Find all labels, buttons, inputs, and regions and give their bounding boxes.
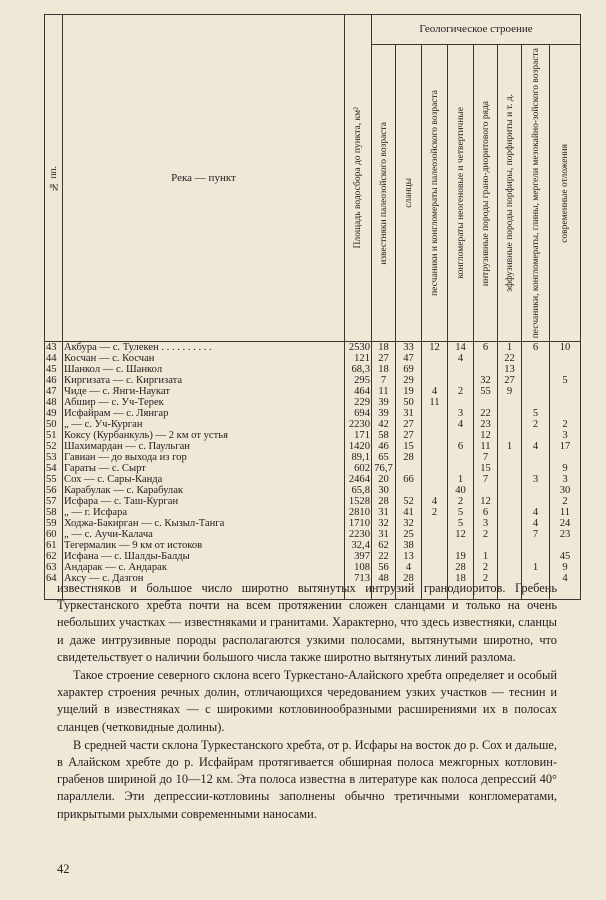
- col-header-geo-2: [396, 45, 422, 342]
- row-area: 1528: [345, 496, 372, 507]
- col-header-number: [45, 15, 63, 342]
- row-area: 2230: [345, 419, 372, 430]
- col-header-geo-text-8: современные отложения: [560, 143, 570, 243]
- col-header-geo-1: [372, 45, 396, 342]
- geology-table: [44, 14, 581, 600]
- row-geo-2: 4: [396, 562, 422, 573]
- row-geo-5: 7: [474, 452, 498, 463]
- table-row: [45, 562, 581, 573]
- table-row: [45, 452, 581, 463]
- row-geo-3: [422, 529, 448, 540]
- row-area: 108: [345, 562, 372, 573]
- row-geo-6: [498, 463, 522, 474]
- row-geo-4: 4: [448, 419, 474, 430]
- row-geo-4: 1: [448, 474, 474, 485]
- row-geo-4: 5: [448, 518, 474, 529]
- col-header-geo-text-3: песчаники и конгломераты палеозойского возраста: [429, 90, 440, 297]
- row-area: 713: [345, 573, 372, 584]
- row-geo-3: 12: [422, 342, 448, 354]
- row-river: Ходжа-Бакирган — с. Кызыл-Танга: [63, 518, 345, 529]
- row-number: 64: [45, 573, 63, 584]
- table-row: [45, 518, 581, 529]
- row-geo-1: 31: [372, 507, 396, 518]
- row-number: 59: [45, 518, 63, 529]
- row-number: 44: [45, 353, 63, 364]
- row-river: Косчан — с. Косчан: [63, 353, 345, 364]
- row-geo-8: 2: [550, 419, 581, 430]
- row-river: Шахимардан — с. Паульган: [63, 441, 345, 452]
- row-geo-2: 19: [396, 386, 422, 397]
- row-geo-3: 4: [422, 386, 448, 397]
- row-geo-2: 29: [396, 375, 422, 386]
- row-geo-4: [448, 452, 474, 463]
- row-number: 63: [45, 562, 63, 573]
- row-area: 89,1: [345, 452, 372, 463]
- row-geo-5: [474, 364, 498, 375]
- row-geo-8: 4: [550, 573, 581, 584]
- table-row: [45, 353, 581, 364]
- table-row: [45, 397, 581, 408]
- row-geo-1: 39: [372, 397, 396, 408]
- row-river: Исфана — с. Шалды-Балды: [63, 551, 345, 562]
- row-geo-8: 45: [550, 551, 581, 562]
- row-geo-5: 15: [474, 463, 498, 474]
- row-area: 2230: [345, 529, 372, 540]
- row-geo-7: [522, 375, 550, 386]
- row-number: 53: [45, 452, 63, 463]
- row-number: 60: [45, 529, 63, 540]
- row-geo-1: 27: [372, 353, 396, 364]
- row-geo-4: 14: [448, 342, 474, 354]
- col-header-river-text: Река — пункт: [171, 171, 236, 184]
- row-geo-1: 30: [372, 485, 396, 496]
- col-header-area-text: Площадь водосбора до пункта, км²: [353, 107, 363, 249]
- row-area: 121: [345, 353, 372, 364]
- row-geo-1: 48: [372, 573, 396, 584]
- row-geo-8: 2: [550, 496, 581, 507]
- paragraph-2: Такое строение северного склона всего Туркестано-Алайского хребта определяет и особый характер строения речных долин, отличающихся чередованием узких участков — теснин и ущелий в известняках — с широкими котловинообразными расширениями их в полосах сланцев (четковидные долины).: [57, 668, 557, 734]
- row-area: 171: [345, 430, 372, 441]
- col-header-geology-group: [372, 15, 581, 45]
- row-geo-3: [422, 518, 448, 529]
- row-geo-5: [474, 540, 498, 551]
- row-geo-2: 27: [396, 430, 422, 441]
- row-geo-4: 40: [448, 485, 474, 496]
- row-geo-6: [498, 518, 522, 529]
- row-geo-5: [474, 353, 498, 364]
- row-area: 295: [345, 375, 372, 386]
- row-area: 2464: [345, 474, 372, 485]
- row-river: Исфара — с. Таш-Курган: [63, 496, 345, 507]
- col-header-geo-text-2: сланцы: [403, 178, 414, 209]
- row-geo-8: 5: [550, 375, 581, 386]
- row-geo-5: 22: [474, 408, 498, 419]
- row-geo-2: 13: [396, 551, 422, 562]
- row-number: 56: [45, 485, 63, 496]
- row-geo-7: 4: [522, 507, 550, 518]
- row-geo-8: [550, 452, 581, 463]
- row-geo-2: 28: [396, 452, 422, 463]
- row-geo-7: [522, 430, 550, 441]
- row-geo-8: 10: [550, 342, 581, 354]
- row-geo-4: [448, 364, 474, 375]
- row-geo-8: 24: [550, 518, 581, 529]
- row-number: 61: [45, 540, 63, 551]
- row-geo-2: 32: [396, 518, 422, 529]
- table-row: [45, 463, 581, 474]
- row-geo-5: [474, 485, 498, 496]
- row-river: Коксу (Курбанкуль) — 2 км от устья: [63, 430, 345, 441]
- row-river: Андарак — с. Андарак: [63, 562, 345, 573]
- row-geo-1: 28: [372, 496, 396, 507]
- row-river: Акбура — с. Тулекен . . . . . . . . . .: [63, 342, 345, 354]
- row-geo-1: 46: [372, 441, 396, 452]
- row-area: 397: [345, 551, 372, 562]
- table-row: [45, 507, 581, 518]
- col-header-geo-4: [448, 45, 474, 342]
- row-geo-5: 23: [474, 419, 498, 430]
- row-geo-1: 65: [372, 452, 396, 463]
- row-geo-1: 31: [372, 529, 396, 540]
- row-river: Аксу — с. Дазгон: [63, 573, 345, 584]
- table-row: [45, 551, 581, 562]
- row-geo-8: 9: [550, 463, 581, 474]
- row-geo-5: 12: [474, 430, 498, 441]
- col-header-geo-3: [422, 45, 448, 342]
- row-river: „ — с. Аучи-Калача: [63, 529, 345, 540]
- table-row: [45, 375, 581, 386]
- row-number: 57: [45, 496, 63, 507]
- row-geo-8: [550, 397, 581, 408]
- row-number: 46: [45, 375, 63, 386]
- row-geo-5: 3: [474, 518, 498, 529]
- row-geo-5: 2: [474, 562, 498, 573]
- row-river: Шанкол — с. Шанкол: [63, 364, 345, 375]
- row-geo-6: [498, 452, 522, 463]
- row-area: 68,3: [345, 364, 372, 375]
- row-geo-2: 47: [396, 353, 422, 364]
- row-geo-8: 30: [550, 485, 581, 496]
- row-geo-1: 7: [372, 375, 396, 386]
- row-geo-3: 11: [422, 397, 448, 408]
- row-geo-1: 58: [372, 430, 396, 441]
- row-geo-6: [498, 551, 522, 562]
- row-number: 55: [45, 474, 63, 485]
- row-geo-1: 22: [372, 551, 396, 562]
- row-geo-6: [498, 529, 522, 540]
- col-header-geo-text-4: конгломераты неогеновые и четвертичные: [455, 107, 466, 279]
- row-geo-6: 27: [498, 375, 522, 386]
- row-area: 2530: [345, 342, 372, 354]
- row-geo-8: 23: [550, 529, 581, 540]
- col-header-area: [345, 15, 372, 342]
- row-geo-2: [396, 485, 422, 496]
- row-number: 48: [45, 397, 63, 408]
- row-geo-4: 12: [448, 529, 474, 540]
- row-geo-5: 2: [474, 529, 498, 540]
- row-geo-1: 18: [372, 342, 396, 354]
- table-row: [45, 386, 581, 397]
- row-geo-2: 15: [396, 441, 422, 452]
- row-number: 47: [45, 386, 63, 397]
- table-row: [45, 485, 581, 496]
- row-geo-6: [498, 485, 522, 496]
- col-header-geo-6: [498, 45, 522, 342]
- row-area: 1710: [345, 518, 372, 529]
- row-geo-5: 55: [474, 386, 498, 397]
- col-header-geo-text-7: песчаники, конгломераты, глины, мергели мезокайно-зойского возраста: [530, 48, 541, 339]
- row-geo-2: 41: [396, 507, 422, 518]
- row-geo-6: [498, 397, 522, 408]
- row-number: 52: [45, 441, 63, 452]
- row-geo-1: 32: [372, 518, 396, 529]
- row-geo-1: 76,7: [372, 463, 396, 474]
- row-geo-1: 18: [372, 364, 396, 375]
- row-area: 694: [345, 408, 372, 419]
- row-geo-5: 6: [474, 507, 498, 518]
- row-geo-7: [522, 551, 550, 562]
- row-geo-1: 20: [372, 474, 396, 485]
- row-geo-6: 1: [498, 441, 522, 452]
- row-geo-8: [550, 540, 581, 551]
- row-geo-7: [522, 463, 550, 474]
- row-geo-5: 7: [474, 474, 498, 485]
- row-geo-4: 2: [448, 496, 474, 507]
- row-geo-4: 28: [448, 562, 474, 573]
- row-geo-4: 3: [448, 408, 474, 419]
- row-geo-4: 4: [448, 353, 474, 364]
- row-area: 229: [345, 397, 372, 408]
- body-text: [57, 580, 557, 823]
- row-geo-7: [522, 353, 550, 364]
- row-river: Гавиан — до выхода из гор: [63, 452, 345, 463]
- row-geo-6: [498, 496, 522, 507]
- row-geo-6: 1: [498, 342, 522, 354]
- row-river: Абшир — с. Уч-Терек: [63, 397, 345, 408]
- row-geo-4: [448, 463, 474, 474]
- row-geo-7: [522, 540, 550, 551]
- row-geo-2: 69: [396, 364, 422, 375]
- table-row: [45, 430, 581, 441]
- paragraph-3: В средней части склона Туркестанского хребта, от р. Исфары на восток до р. Сох и дальше, в Алайском хребте до р. Исфайрам протягивается обширная полоса межгорных котловин-грабенов шириной до 10—12 км. Эта полоса известна в литературе как полоса депрессий 40° параллели. Эти депрессии-котловины заполнены обычно третичными конгломератами, прикрытыми рыхлыми современными наносами.: [57, 737, 558, 821]
- row-geo-8: 11: [550, 507, 581, 518]
- row-geo-4: 18: [448, 573, 474, 584]
- row-geo-2: 50: [396, 397, 422, 408]
- row-geo-2: 52: [396, 496, 422, 507]
- row-geo-5: 2: [474, 573, 498, 584]
- row-geo-3: [422, 474, 448, 485]
- row-geo-3: 4: [422, 496, 448, 507]
- row-geo-7: [522, 397, 550, 408]
- row-geo-2: 28: [396, 573, 422, 584]
- row-geo-6: [498, 562, 522, 573]
- table-row: [45, 408, 581, 419]
- row-geo-2: 33: [396, 342, 422, 354]
- table-row: [45, 474, 581, 485]
- row-geo-3: [422, 419, 448, 430]
- row-geo-6: 13: [498, 364, 522, 375]
- row-geo-8: 9: [550, 562, 581, 573]
- row-geo-5: 12: [474, 496, 498, 507]
- row-geo-7: 6: [522, 342, 550, 354]
- row-number: 45: [45, 364, 63, 375]
- row-area: 2810: [345, 507, 372, 518]
- row-geo-3: [422, 540, 448, 551]
- row-geo-1: 62: [372, 540, 396, 551]
- row-geo-7: 1: [522, 562, 550, 573]
- row-geo-4: [448, 540, 474, 551]
- row-geo-4: 19: [448, 551, 474, 562]
- row-geo-5: 6: [474, 342, 498, 354]
- row-river: Гараты — с. Сырт: [63, 463, 345, 474]
- row-area: 65,8: [345, 485, 372, 496]
- row-area: 32,4: [345, 540, 372, 551]
- row-number: 50: [45, 419, 63, 430]
- row-river: „ — г. Исфара: [63, 507, 345, 518]
- row-number: 43: [45, 342, 63, 354]
- row-number: 49: [45, 408, 63, 419]
- row-geo-2: [396, 463, 422, 474]
- page-number: 42: [57, 862, 70, 876]
- col-header-number-text: № пп.: [48, 165, 59, 191]
- row-geo-3: [422, 551, 448, 562]
- row-geo-6: [498, 419, 522, 430]
- col-header-geo-text-5: интрузивные породы грано-диоритового ряда: [480, 100, 491, 286]
- row-geo-2: 27: [396, 419, 422, 430]
- row-geo-4: 5: [448, 507, 474, 518]
- row-geo-7: 7: [522, 529, 550, 540]
- col-header-geo-text-6: эффузивные породы порфиры, порфириты и т. д.: [504, 94, 515, 293]
- row-geo-3: [422, 562, 448, 573]
- row-geo-8: [550, 353, 581, 364]
- row-geo-6: [498, 474, 522, 485]
- table-row: [45, 540, 581, 551]
- row-geo-2: 31: [396, 408, 422, 419]
- row-geo-4: [448, 375, 474, 386]
- row-geo-1: 42: [372, 419, 396, 430]
- row-number: 62: [45, 551, 63, 562]
- row-geo-7: [522, 485, 550, 496]
- row-geo-5: [474, 397, 498, 408]
- table-row: [45, 529, 581, 540]
- row-geo-3: [422, 430, 448, 441]
- col-header-geo-8: [550, 45, 581, 342]
- row-geo-3: [422, 485, 448, 496]
- row-geo-4: 6: [448, 441, 474, 452]
- table-row: [45, 419, 581, 430]
- table-row: [45, 441, 581, 452]
- row-geo-7: 5: [522, 408, 550, 419]
- row-geo-8: [550, 386, 581, 397]
- row-area: 464: [345, 386, 372, 397]
- row-geo-1: 39: [372, 408, 396, 419]
- row-geo-6: [498, 408, 522, 419]
- row-geo-6: [498, 430, 522, 441]
- row-geo-4: 2: [448, 386, 474, 397]
- table-row: [45, 342, 581, 354]
- row-geo-3: [422, 463, 448, 474]
- row-area: 602: [345, 463, 372, 474]
- row-area: 1420: [345, 441, 372, 452]
- row-river: Киргизата — с. Киргизата: [63, 375, 345, 386]
- row-geo-6: [498, 540, 522, 551]
- row-geo-8: 17: [550, 441, 581, 452]
- table-row: [45, 364, 581, 375]
- row-geo-2: 66: [396, 474, 422, 485]
- row-geo-3: [422, 353, 448, 364]
- row-geo-6: [498, 507, 522, 518]
- col-header-river: [63, 15, 345, 342]
- row-geo-7: [522, 452, 550, 463]
- row-geo-3: 2: [422, 507, 448, 518]
- row-geo-3: [422, 375, 448, 386]
- row-geo-5: 1: [474, 551, 498, 562]
- row-geo-3: [422, 408, 448, 419]
- row-geo-7: [522, 386, 550, 397]
- row-river: Чиде — с. Янги-Наукат: [63, 386, 345, 397]
- col-header-geo-5: [474, 45, 498, 342]
- row-geo-8: [550, 364, 581, 375]
- row-geo-5: 11: [474, 441, 498, 452]
- row-number: 58: [45, 507, 63, 518]
- row-geo-7: 4: [522, 518, 550, 529]
- paragraph-1: известняков и большое число широтно вытянутых интрузий гранодиоритов. Гребень Туркестанского хребта почти на всем протяжении сложен сланцами и только на очень небольших участках — известняками и гранитами. Характерно, что здесь известняки, сланцы и даже интрузивные породы располагаются узкими полосами, вытянутыми широтно, что свидетельствует о наличии большого числа также широтно вытянутых линий разлома.: [57, 581, 557, 664]
- row-geo-7: 3: [522, 474, 550, 485]
- row-geo-3: [422, 452, 448, 463]
- row-geo-8: 3: [550, 474, 581, 485]
- row-geo-7: [522, 496, 550, 507]
- row-geo-5: 32: [474, 375, 498, 386]
- row-river: Карабулак — с. Карабулак: [63, 485, 345, 496]
- row-river: Сох — с. Сары-Канда: [63, 474, 345, 485]
- col-header-geology-title: Геологическое строение: [419, 23, 533, 35]
- table-row: [45, 496, 581, 507]
- row-geo-3: [422, 441, 448, 452]
- col-header-geo-text-1: известняки палеозойского возраста: [378, 121, 389, 265]
- row-geo-8: [550, 408, 581, 419]
- row-number: 54: [45, 463, 63, 474]
- row-geo-7: 4: [522, 441, 550, 452]
- row-geo-2: 25: [396, 529, 422, 540]
- row-geo-1: 56: [372, 562, 396, 573]
- row-river: Исфайрам — с. Лянгар: [63, 408, 345, 419]
- row-geo-7: 2: [522, 419, 550, 430]
- row-river: Тегермалик — 9 км от истоков: [63, 540, 345, 551]
- row-geo-4: [448, 397, 474, 408]
- row-geo-6: 22: [498, 353, 522, 364]
- col-header-geo-7: [522, 45, 550, 342]
- row-geo-6: 9: [498, 386, 522, 397]
- row-geo-4: [448, 430, 474, 441]
- row-number: 51: [45, 430, 63, 441]
- row-geo-2: 38: [396, 540, 422, 551]
- row-geo-3: [422, 364, 448, 375]
- row-geo-8: 3: [550, 430, 581, 441]
- row-geo-1: 11: [372, 386, 396, 397]
- row-river: „ — с. Уч-Курган: [63, 419, 345, 430]
- row-geo-7: [522, 364, 550, 375]
